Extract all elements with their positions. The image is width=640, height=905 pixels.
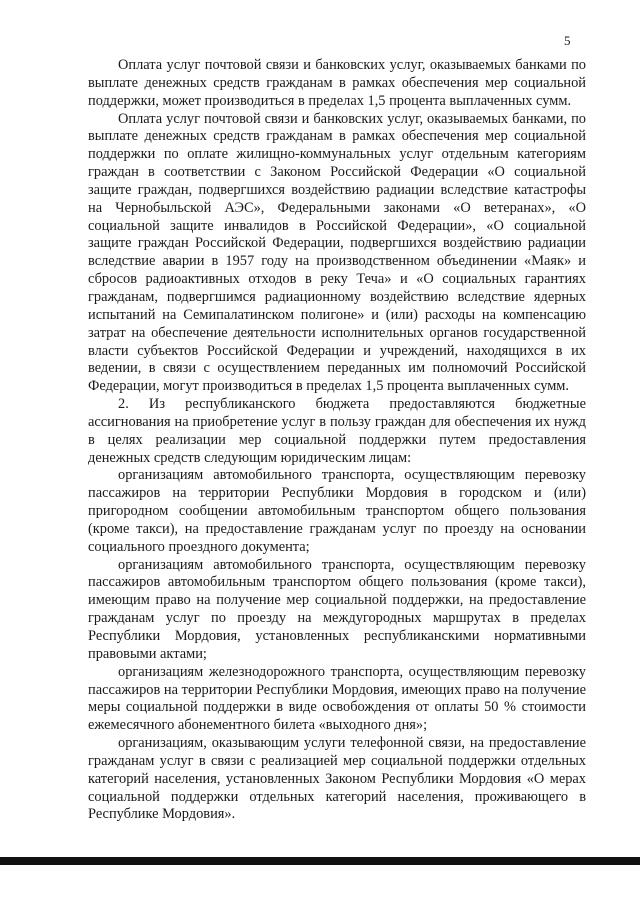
page-number: 5 bbox=[564, 33, 571, 48]
paragraph-postal-fees-housing: Оплата услуг почтовой связи и банковских услуг, оказываемых банками, по выплате денежных средств гражданам в рамках обеспечения мер социальной поддержки по оплате жилищно-коммунальных услуг отдельным категориям граждан в соответствии с Законом Российской Федерации «О социальной защите граждан, подвергшихся воздействию радиации вследствие катастрофы на Чернобыльской АЭС», Федеральными законами «О ветеранах», «О социальной защите инвалидов в Российской Федерации», «О социальной защите граждан Российской Федерации, подвергшихся воздействию радиации вследствие аварии в 1957 году на производственном объединении «Маяк» и сбросов радиоактивных отходов в реку Теча» и «О социальных гарантиях гражданам, подвергшимся радиационному воздействию вследствие ядерных испытаний на Семипалатинском полигоне» и (или) расходы на компенсацию затрат на обеспечение деятельности исполнительных органов государственной власти субъектов Российской Федерации и учреждений, находящихся в их ведении, в связи с осуществлением переданных им полномочий Российской Федерации, могут производиться в пределах 1,5 процента выплаченных сумм. bbox=[88, 110, 586, 395]
paragraph-railway-transport: организациям железнодорожного транспорта, осуществляющим перевозку пассажиров на территории Республики Мордовия, имеющих право на получение меры социальной поддержки в виде освобождения от оплаты 50 % стоимости ежемесячного абонементного билета «выходного дня»; bbox=[88, 663, 586, 734]
bottom-border-line bbox=[0, 857, 640, 865]
paragraph-postal-fees-limit: Оплата услуг почтовой связи и банковских услуг, оказываемых банками по выплате денежных средств гражданам в рамках обеспечения мер социальной поддержки, может производиться в пределах 1,5 процента выплаченных сумм. bbox=[88, 57, 586, 109]
paragraph-budget-allocations: 2. Из республиканского бюджета предоставляются бюджетные ассигнования на приобретение услуг в пользу граждан для обеспечения их нужд в целях реализации мер социальной поддержки путем предоставления денежных средств следующим юридическим лицам: bbox=[88, 396, 586, 466]
paragraph-telephone-services: организациям, оказывающим услуги телефонной связи, на предоставление гражданам услуг в связи с реализацией мер социальной поддержки отдельных категорий населения, установленных Законом Республики Мордовия «О мерах социальной поддержки отдельных категорий населения, проживающего в Республике Мордовия». bbox=[88, 735, 586, 823]
document-body bbox=[88, 57, 586, 824]
paragraph-intercity-auto-transport: организациям автомобильного транспорта, осуществляющим перевозку пассажиров автомобильным транспортом общего пользования (кроме такси), имеющим право на получение мер социальной поддержки, на предоставление гражданам услуг по проезду на междугородных маршрутах в пределах Республики Мордовия, установленных республиканскими нормативными правовыми актами; bbox=[88, 556, 586, 662]
paragraph-urban-auto-transport: организациям автомобильного транспорта, осуществляющим перевозку пассажиров на территории Республики Мордовия в городском и (или) пригородном сообщении автомобильным транспортом общего пользования (кроме такси), на предоставление гражданам услуг по проезду на основании социального проездного документа; bbox=[88, 467, 586, 555]
